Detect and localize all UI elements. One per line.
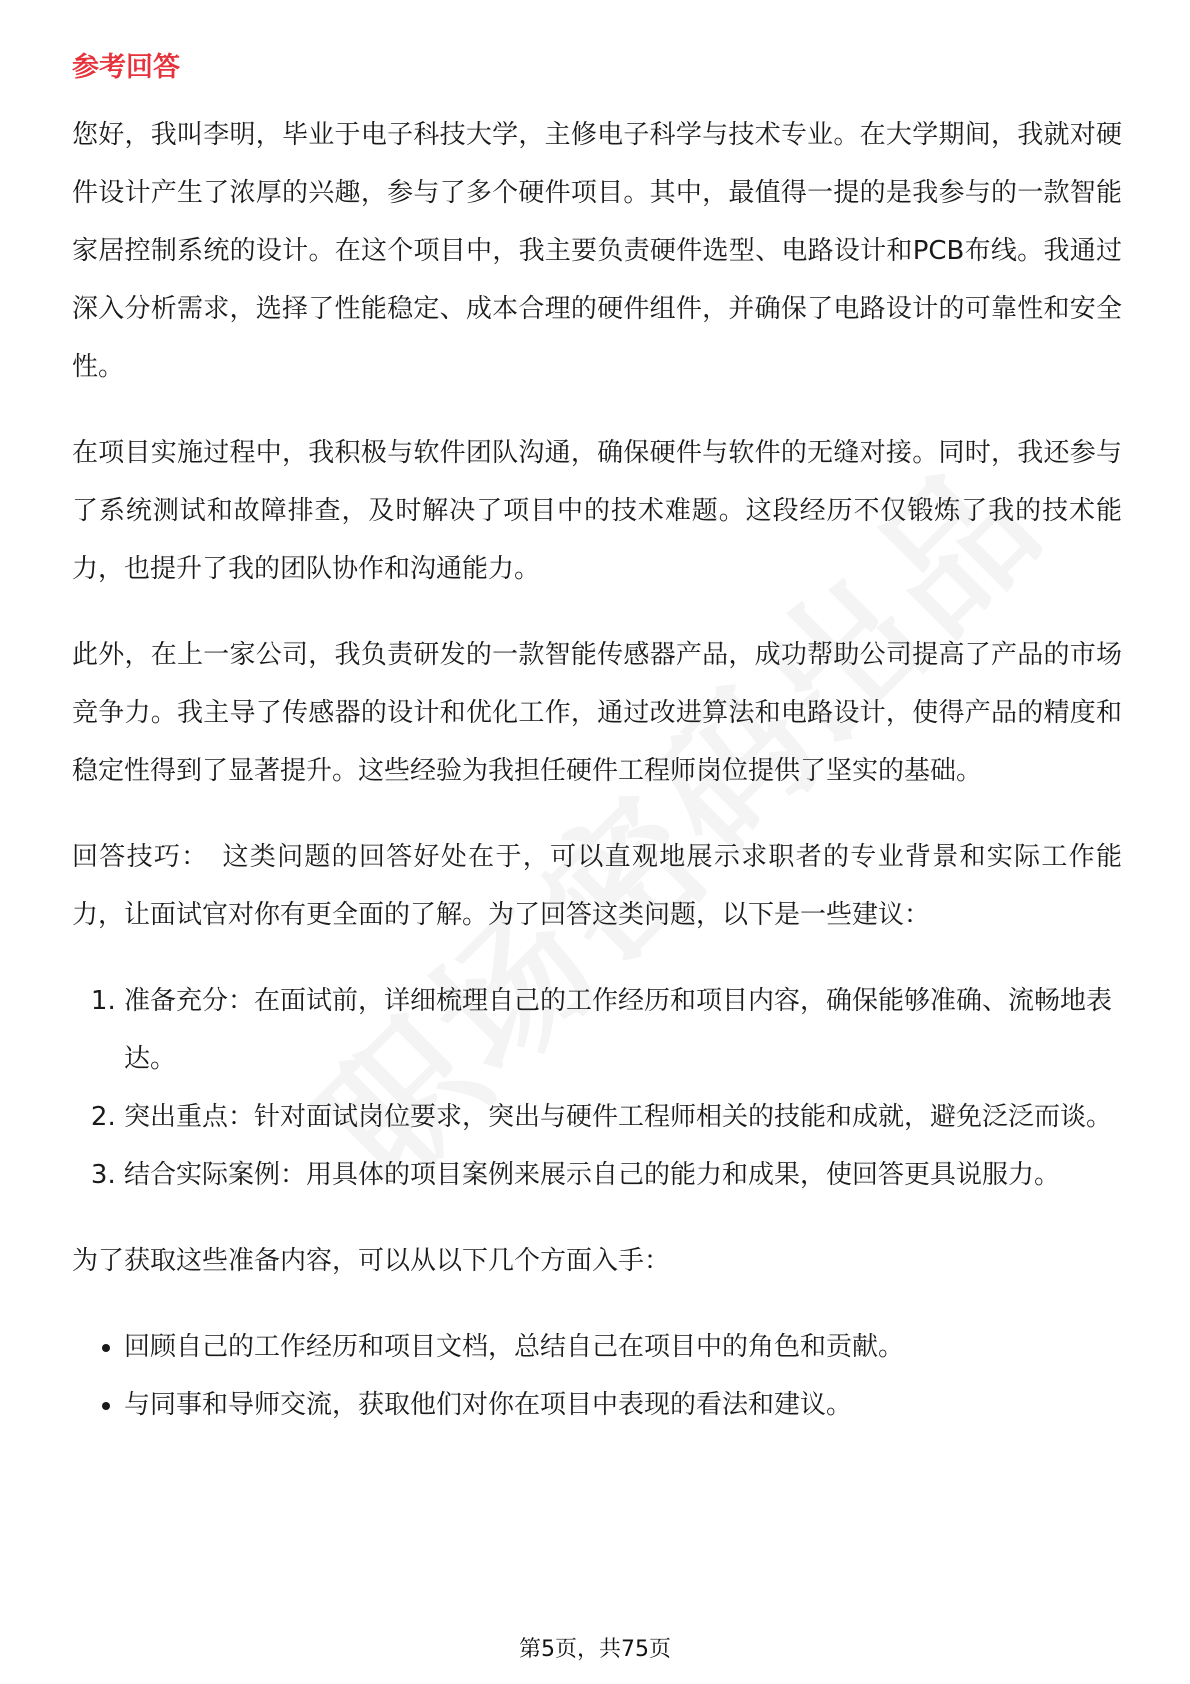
- tip-item: 3. 结合实际案例：用具体的项目案例来展示自己的能力和成果，使回答更具说服力。: [124, 1146, 1122, 1204]
- tip-item: 2. 突出重点：针对面试岗位要求，突出与硬件工程师相关的技能和成就，避免泛泛而谈。: [124, 1088, 1122, 1146]
- paragraph-intro: 您好，我叫李明，毕业于电子科技大学，主修电子科学与技术专业。在大学期间，我就对硬件设计产生了浓厚的兴趣，参与了多个硬件项目。其中，最值得一提的是我参与的一款智能家居控制系统的设计。在这个项目中，我主要负责硬件选型、电路设计和PCB布线。我通过深入分析需求，选择了性能稳定、成本合理的硬件组件，并确保了电路设计的可靠性和安全性。: [72, 120, 1122, 382]
- tips-paragraph: [72, 828, 1122, 944]
- prep-bullet-item: • 与同事和导师交流，获取他们对你在项目中表现的看法和建议。: [124, 1376, 1122, 1434]
- prep-intro: 为了获取这些准备内容，可以从以下几个方面入手：: [72, 1246, 671, 1276]
- tips-list: [72, 972, 1122, 1204]
- section-title: 参考回答: [72, 52, 180, 83]
- paragraph-implementation: 在项目实施过程中，我积极与软件团队沟通，确保硬件与软件的无缝对接。同时，我还参与了系统测试和故障排查，及时解决了项目中的技术难题。这段经历不仅锻炼了我的技术能力，也提升了我的团队协作和沟通能力。: [72, 438, 1122, 584]
- page-footer: 第5页，共75页: [519, 1637, 671, 1662]
- tips-intro: 这类问题的回答好处在于，可以直观地展示求职者的专业背景和实际工作能力，让面试官对你有更全面的了解。为了回答这类问题，以下是一些建议：: [72, 842, 1122, 930]
- document-page: [72, 48, 1122, 1434]
- prep-bullet-item: • 回顾自己的工作经历和项目文档，总结自己在项目中的角色和贡献。: [124, 1318, 1122, 1376]
- paragraph-experience: 此外，在上一家公司，我负责研发的一款智能传感器产品，成功帮助公司提高了产品的市场竞争力。我主导了传感器的设计和优化工作，通过改进算法和电路设计，使得产品的精度和稳定性得到了显著提升。这些经验为我担任硬件工程师岗位提供了坚实的基础。: [72, 640, 1122, 786]
- prep-bullet-list: [72, 1318, 1122, 1434]
- tip-item: 1. 准备充分：在面试前，详细梳理自己的工作经历和项目内容，确保能够准确、流畅地表达。: [124, 972, 1122, 1088]
- tips-label: 回答技巧：: [72, 842, 209, 872]
